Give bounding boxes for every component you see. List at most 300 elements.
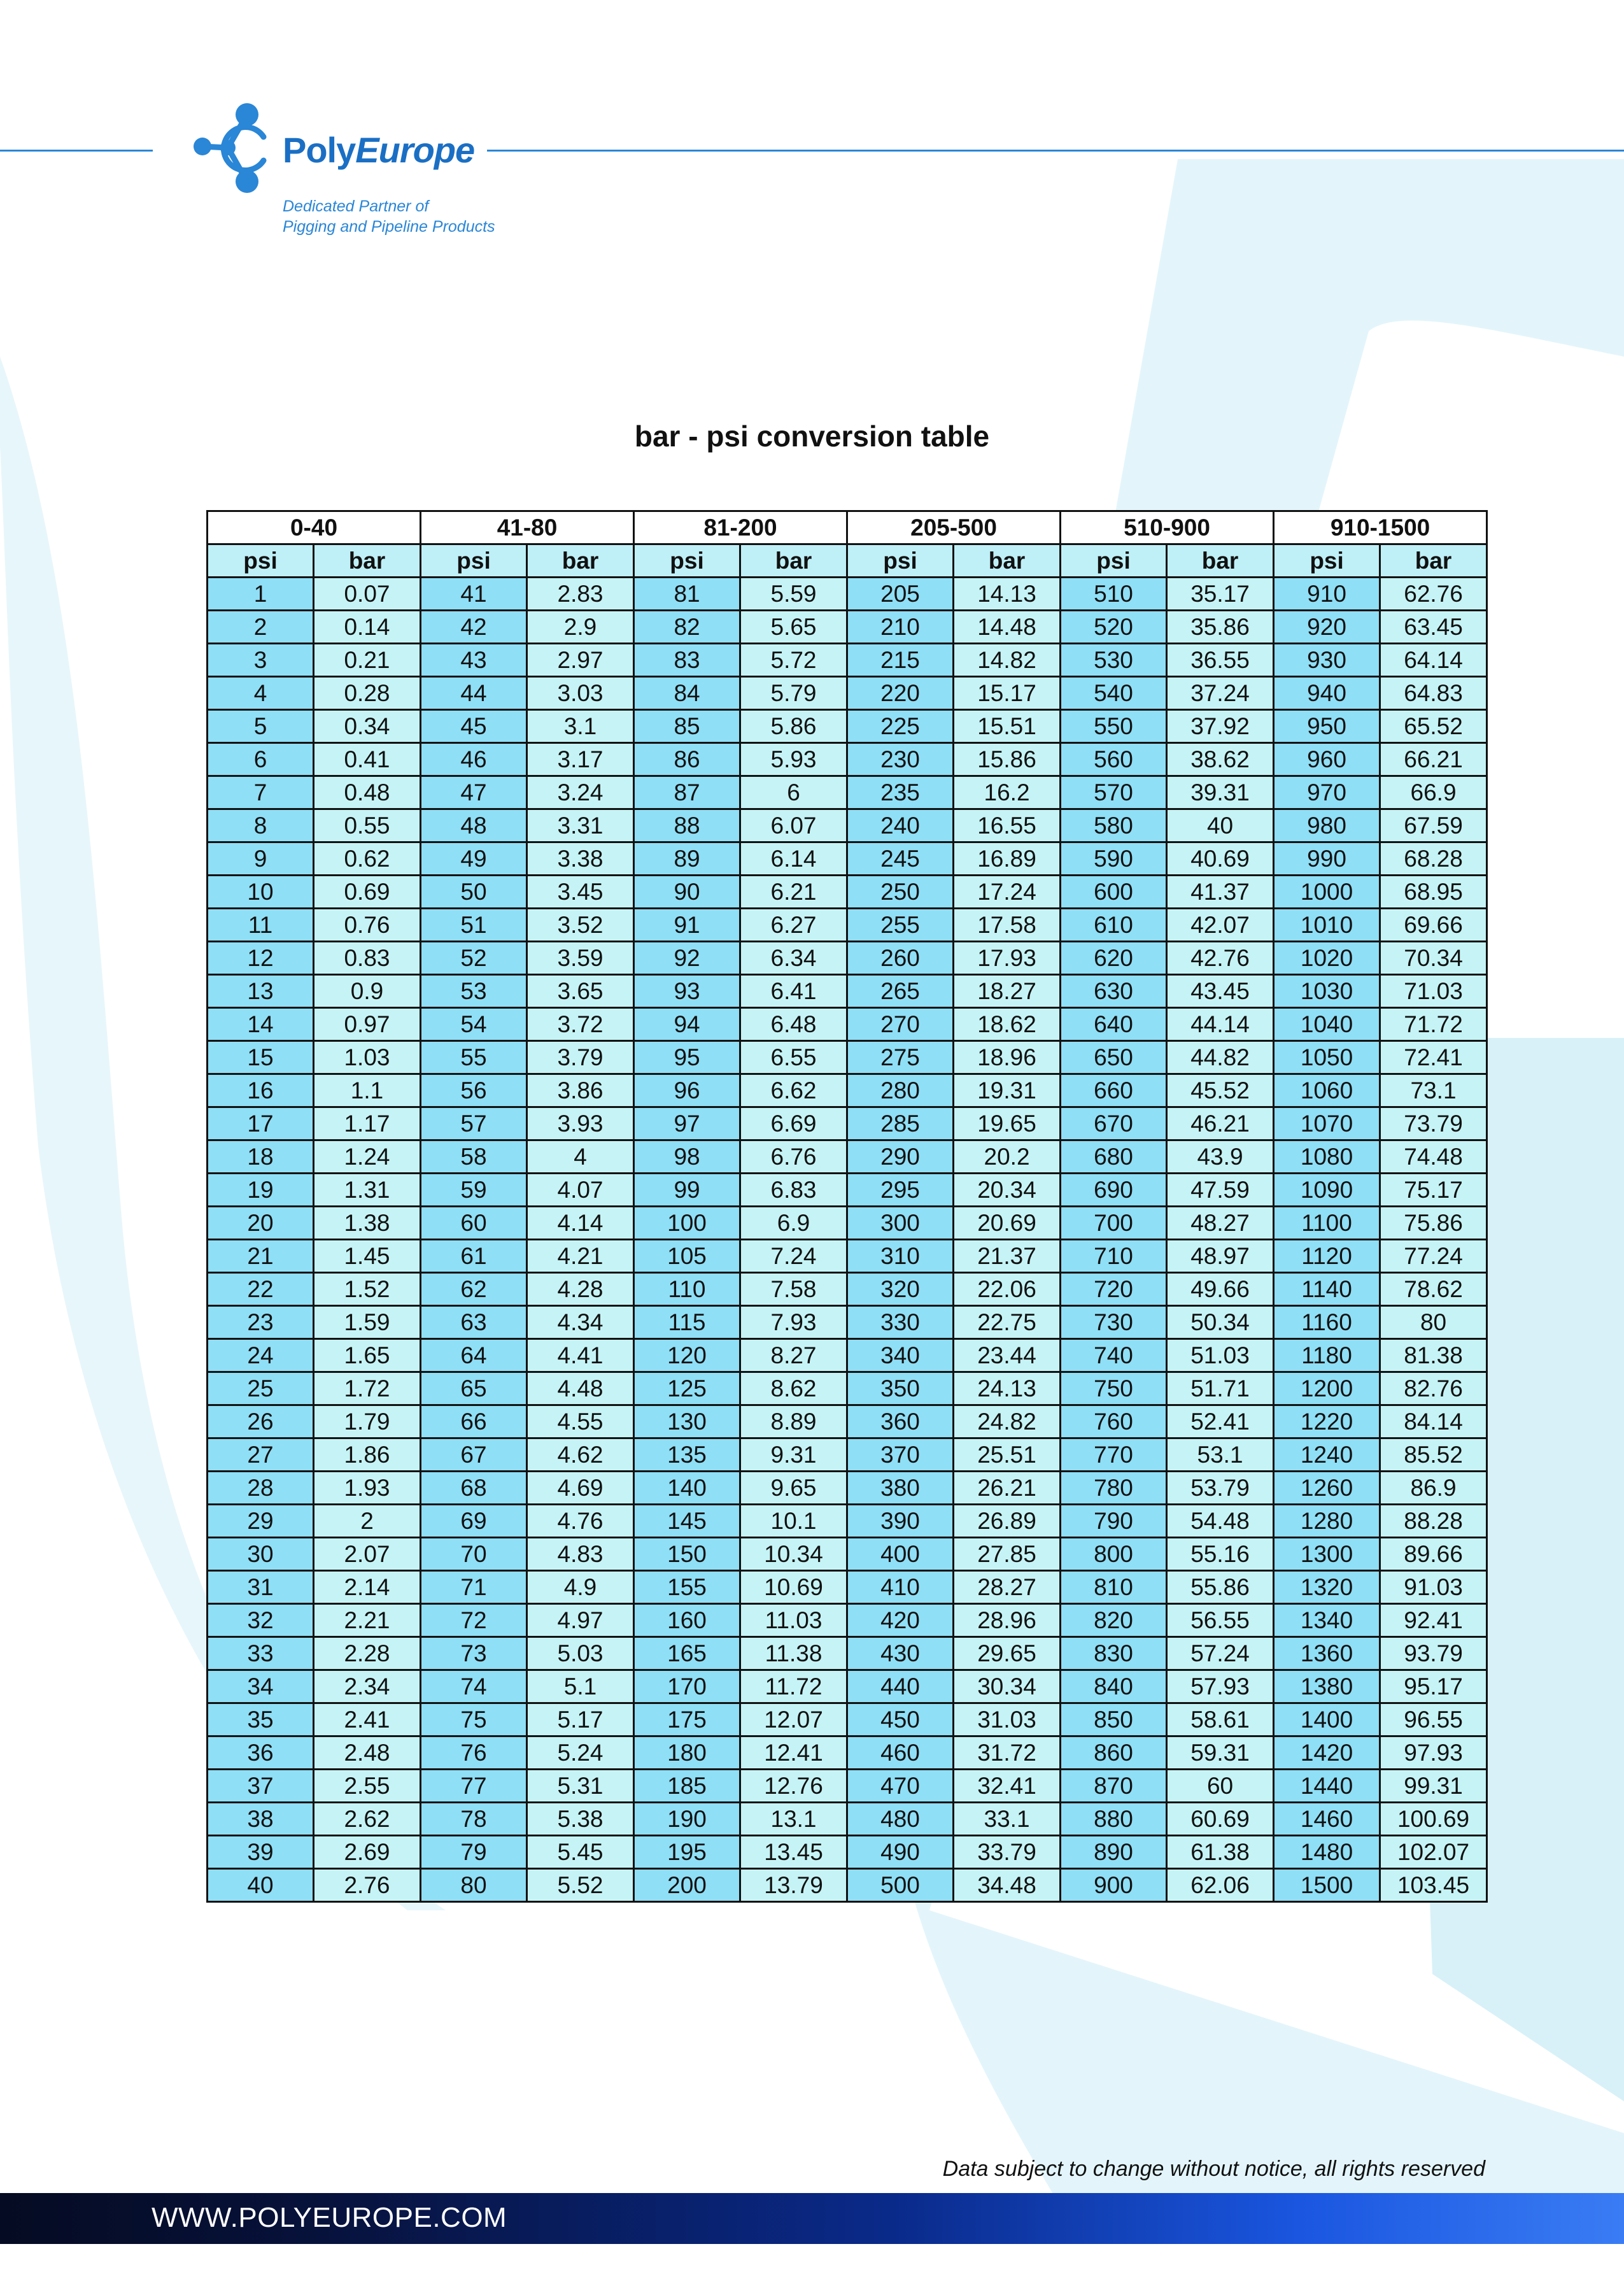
units-header-row: [208, 544, 1487, 578]
psi-cell: 67: [421, 1438, 527, 1472]
psi-cell: 440: [847, 1670, 954, 1703]
bar-cell: 62.76: [1380, 578, 1487, 611]
psi-cell: 88: [634, 809, 740, 842]
psi-cell: 470: [847, 1770, 954, 1803]
psi-cell: 420: [847, 1604, 954, 1637]
tagline-line-1: Dedicated Partner of: [283, 197, 429, 215]
bar-cell: 5.79: [740, 677, 847, 710]
psi-cell: 930: [1274, 644, 1380, 677]
psi-cell: 10: [208, 876, 314, 909]
bar-cell: 4.69: [527, 1472, 634, 1505]
bar-cell: 5.17: [527, 1703, 634, 1736]
table-row: [208, 1273, 1487, 1306]
psi-cell: 850: [1061, 1703, 1167, 1736]
bar-cell: 14.13: [954, 578, 1061, 611]
bar-cell: 95.17: [1380, 1670, 1487, 1703]
bar-cell: 0.55: [314, 809, 421, 842]
psi-cell: 1420: [1274, 1736, 1380, 1770]
bar-cell: 40.69: [1167, 842, 1274, 876]
bar-cell: 44.82: [1167, 1041, 1274, 1074]
psi-cell: 180: [634, 1736, 740, 1770]
psi-cell: 72: [421, 1604, 527, 1637]
bar-cell: 1.24: [314, 1140, 421, 1174]
bar-cell: 1.72: [314, 1372, 421, 1405]
psi-cell: 12: [208, 942, 314, 975]
bar-cell: 26.21: [954, 1472, 1061, 1505]
psi-cell: 18: [208, 1140, 314, 1174]
bar-cell: 77.24: [1380, 1240, 1487, 1273]
bar-cell: 68.95: [1380, 876, 1487, 909]
psi-cell: 1: [208, 578, 314, 611]
table-row: [208, 1008, 1487, 1041]
psi-cell: 2: [208, 611, 314, 644]
table-row: [208, 1174, 1487, 1207]
bar-cell: 37.24: [1167, 677, 1274, 710]
bar-cell: 53.1: [1167, 1438, 1274, 1472]
psi-cell: 480: [847, 1803, 954, 1836]
bar-cell: 73.79: [1380, 1107, 1487, 1140]
bar-cell: 4.14: [527, 1207, 634, 1240]
bar-cell: 35.17: [1167, 578, 1274, 611]
psi-cell: 95: [634, 1041, 740, 1074]
psi-cell: 950: [1274, 710, 1380, 743]
psi-cell: 1460: [1274, 1803, 1380, 1836]
psi-cell: 295: [847, 1174, 954, 1207]
psi-cell: 15: [208, 1041, 314, 1074]
brand-logo[interactable]: [188, 102, 474, 197]
bar-cell: 1.52: [314, 1273, 421, 1306]
psi-cell: 1030: [1274, 975, 1380, 1008]
bar-cell: 91.03: [1380, 1571, 1487, 1604]
psi-cell: 34: [208, 1670, 314, 1703]
psi-cell: 215: [847, 644, 954, 677]
psi-cell: 5: [208, 710, 314, 743]
psi-cell: 44: [421, 677, 527, 710]
table-row: [208, 1140, 1487, 1174]
psi-cell: 8: [208, 809, 314, 842]
psi-cell: 26: [208, 1405, 314, 1438]
psi-cell: 1200: [1274, 1372, 1380, 1405]
bar-cell: 15.51: [954, 710, 1061, 743]
bar-cell: 6.27: [740, 909, 847, 942]
bar-cell: 73.1: [1380, 1074, 1487, 1107]
bar-cell: 22.06: [954, 1273, 1061, 1306]
psi-cell: 69: [421, 1505, 527, 1538]
psi-cell: 56: [421, 1074, 527, 1107]
bar-cell: 102.07: [1380, 1836, 1487, 1869]
psi-cell: 63: [421, 1306, 527, 1339]
bar-cell: 92.41: [1380, 1604, 1487, 1637]
bar-cell: 5.24: [527, 1736, 634, 1770]
psi-cell: 9: [208, 842, 314, 876]
psi-cell: 1500: [1274, 1869, 1380, 1902]
table-row: [208, 710, 1487, 743]
psi-cell: 66: [421, 1405, 527, 1438]
bar-cell: 19.31: [954, 1074, 1061, 1107]
psi-cell: 1010: [1274, 909, 1380, 942]
psi-cell: 110: [634, 1273, 740, 1306]
bar-cell: 39.31: [1167, 776, 1274, 809]
bar-cell: 64.14: [1380, 644, 1487, 677]
bar-cell: 20.2: [954, 1140, 1061, 1174]
bar-cell: 86.9: [1380, 1472, 1487, 1505]
bar-cell: 11.03: [740, 1604, 847, 1637]
psi-cell: 370: [847, 1438, 954, 1472]
table-row: [208, 909, 1487, 942]
psi-cell: 79: [421, 1836, 527, 1869]
psi-cell: 86: [634, 743, 740, 776]
bar-cell: 2.83: [527, 578, 634, 611]
psi-cell: 450: [847, 1703, 954, 1736]
bar-cell: 67.59: [1380, 809, 1487, 842]
psi-cell: 19: [208, 1174, 314, 1207]
psi-cell: 1360: [1274, 1637, 1380, 1670]
bar-cell: 6.83: [740, 1174, 847, 1207]
psi-cell: 1060: [1274, 1074, 1380, 1107]
bar-cell: 17.58: [954, 909, 1061, 942]
bar-cell: 88.28: [1380, 1505, 1487, 1538]
bar-cell: 4: [527, 1140, 634, 1174]
psi-cell: 77: [421, 1770, 527, 1803]
bar-cell: 60.69: [1167, 1803, 1274, 1836]
bar-cell: 17.24: [954, 876, 1061, 909]
bar-cell: 58.61: [1167, 1703, 1274, 1736]
psi-cell: 820: [1061, 1604, 1167, 1637]
bar-cell: 36.55: [1167, 644, 1274, 677]
bar-cell: 3.24: [527, 776, 634, 809]
bar-cell: 100.69: [1380, 1803, 1487, 1836]
bar-cell: 1.31: [314, 1174, 421, 1207]
psi-cell: 195: [634, 1836, 740, 1869]
bar-cell: 38.62: [1167, 743, 1274, 776]
bar-cell: 0.41: [314, 743, 421, 776]
psi-cell: 700: [1061, 1207, 1167, 1240]
psi-column-header: psi: [1274, 544, 1380, 578]
psi-cell: 380: [847, 1472, 954, 1505]
bar-cell: 19.65: [954, 1107, 1061, 1140]
brand-name: [283, 129, 474, 171]
psi-cell: 770: [1061, 1438, 1167, 1472]
header-rule-left: [0, 150, 153, 152]
bar-cell: 4.62: [527, 1438, 634, 1472]
bar-cell: 18.27: [954, 975, 1061, 1008]
psi-cell: 530: [1061, 644, 1167, 677]
bar-cell: 21.37: [954, 1240, 1061, 1273]
psi-cell: 97: [634, 1107, 740, 1140]
bar-cell: 55.86: [1167, 1571, 1274, 1604]
psi-cell: 920: [1274, 611, 1380, 644]
bar-cell: 1.79: [314, 1405, 421, 1438]
table-row: [208, 975, 1487, 1008]
bar-cell: 16.55: [954, 809, 1061, 842]
bar-cell: 34.48: [954, 1869, 1061, 1902]
psi-cell: 1300: [1274, 1538, 1380, 1571]
bar-cell: 42.07: [1167, 909, 1274, 942]
bar-cell: 14.82: [954, 644, 1061, 677]
bar-cell: 1.17: [314, 1107, 421, 1140]
disclaimer: Data subject to change without notice, all rights reserved: [942, 2157, 1485, 2181]
psi-column-header: psi: [847, 544, 954, 578]
bar-cell: 35.86: [1167, 611, 1274, 644]
psi-cell: 52: [421, 942, 527, 975]
bar-cell: 68.28: [1380, 842, 1487, 876]
bar-cell: 6.9: [740, 1207, 847, 1240]
bar-cell: 71.03: [1380, 975, 1487, 1008]
psi-cell: 120: [634, 1339, 740, 1372]
bar-cell: 4.76: [527, 1505, 634, 1538]
table-row: [208, 1604, 1487, 1637]
bar-cell: 66.9: [1380, 776, 1487, 809]
bar-cell: 32.41: [954, 1770, 1061, 1803]
psi-cell: 1320: [1274, 1571, 1380, 1604]
psi-cell: 71: [421, 1571, 527, 1604]
bar-cell: 4.97: [527, 1604, 634, 1637]
bar-cell: 2.28: [314, 1637, 421, 1670]
psi-cell: 165: [634, 1637, 740, 1670]
psi-cell: 460: [847, 1736, 954, 1770]
psi-cell: 970: [1274, 776, 1380, 809]
bar-cell: 84.14: [1380, 1405, 1487, 1438]
bar-cell: 53.79: [1167, 1472, 1274, 1505]
psi-cell: 600: [1061, 876, 1167, 909]
bar-cell: 80: [1380, 1306, 1487, 1339]
bar-cell: 6.21: [740, 876, 847, 909]
bar-cell: 40: [1167, 809, 1274, 842]
bar-cell: 3.59: [527, 942, 634, 975]
bar-cell: 9.65: [740, 1472, 847, 1505]
range-header-row: [208, 511, 1487, 544]
psi-cell: 74: [421, 1670, 527, 1703]
bar-cell: 2.41: [314, 1703, 421, 1736]
bar-cell: 51.71: [1167, 1372, 1274, 1405]
psi-cell: 48: [421, 809, 527, 842]
bar-cell: 65.52: [1380, 710, 1487, 743]
psi-cell: 1260: [1274, 1472, 1380, 1505]
psi-cell: 620: [1061, 942, 1167, 975]
psi-cell: 880: [1061, 1803, 1167, 1836]
psi-cell: 1180: [1274, 1339, 1380, 1372]
bar-cell: 1.03: [314, 1041, 421, 1074]
bar-cell: 2.9: [527, 611, 634, 644]
bar-cell: 3.17: [527, 743, 634, 776]
psi-cell: 50: [421, 876, 527, 909]
bar-cell: 62.06: [1167, 1869, 1274, 1902]
bar-cell: 9.31: [740, 1438, 847, 1472]
psi-cell: 32: [208, 1604, 314, 1637]
range-header: 510-900: [1061, 511, 1274, 544]
bar-cell: 0.62: [314, 842, 421, 876]
bar-cell: 13.79: [740, 1869, 847, 1902]
table-row: [208, 1207, 1487, 1240]
psi-cell: 175: [634, 1703, 740, 1736]
bar-cell: 23.44: [954, 1339, 1061, 1372]
bar-cell: 24.13: [954, 1372, 1061, 1405]
bar-cell: 0.9: [314, 975, 421, 1008]
psi-cell: 570: [1061, 776, 1167, 809]
psi-cell: 990: [1274, 842, 1380, 876]
bar-cell: 1.65: [314, 1339, 421, 1372]
psi-cell: 720: [1061, 1273, 1167, 1306]
bar-cell: 54.48: [1167, 1505, 1274, 1538]
bar-cell: 0.28: [314, 677, 421, 710]
bar-cell: 1.86: [314, 1438, 421, 1472]
bar-cell: 0.97: [314, 1008, 421, 1041]
psi-cell: 300: [847, 1207, 954, 1240]
psi-cell: 810: [1061, 1571, 1167, 1604]
psi-cell: 51: [421, 909, 527, 942]
range-header: 81-200: [634, 511, 847, 544]
bar-cell: 29.65: [954, 1637, 1061, 1670]
bar-cell: 8.27: [740, 1339, 847, 1372]
psi-cell: 135: [634, 1438, 740, 1472]
bar-cell: 0.21: [314, 644, 421, 677]
bar-cell: 4.21: [527, 1240, 634, 1273]
bar-cell: 10.34: [740, 1538, 847, 1571]
bar-cell: 63.45: [1380, 611, 1487, 644]
psi-cell: 185: [634, 1770, 740, 1803]
table-row: [208, 1703, 1487, 1736]
psi-cell: 59: [421, 1174, 527, 1207]
bar-cell: 2.21: [314, 1604, 421, 1637]
bar-cell: 18.62: [954, 1008, 1061, 1041]
bar-cell: 2.97: [527, 644, 634, 677]
bar-cell: 45.52: [1167, 1074, 1274, 1107]
bar-cell: 11.38: [740, 1637, 847, 1670]
bar-cell: 2.48: [314, 1736, 421, 1770]
bar-cell: 33.79: [954, 1836, 1061, 1869]
psi-cell: 82: [634, 611, 740, 644]
psi-cell: 1020: [1274, 942, 1380, 975]
psi-cell: 1000: [1274, 876, 1380, 909]
psi-cell: 20: [208, 1207, 314, 1240]
bar-cell: 4.34: [527, 1306, 634, 1339]
psi-cell: 78: [421, 1803, 527, 1836]
psi-column-header: psi: [1061, 544, 1167, 578]
website-link[interactable]: WWW.POLYEUROPE.COM: [152, 2202, 507, 2233]
page-title: bar - psi conversion table: [634, 420, 990, 453]
psi-cell: 430: [847, 1637, 954, 1670]
bar-cell: 78.62: [1380, 1273, 1487, 1306]
psi-cell: 730: [1061, 1306, 1167, 1339]
psi-cell: 16: [208, 1074, 314, 1107]
psi-cell: 62: [421, 1273, 527, 1306]
bar-cell: 2.62: [314, 1803, 421, 1836]
bar-cell: 13.45: [740, 1836, 847, 1869]
table-row: [208, 1836, 1487, 1869]
psi-cell: 64: [421, 1339, 527, 1372]
psi-cell: 38: [208, 1803, 314, 1836]
psi-cell: 1440: [1274, 1770, 1380, 1803]
psi-cell: 31: [208, 1571, 314, 1604]
psi-cell: 630: [1061, 975, 1167, 1008]
psi-cell: 68: [421, 1472, 527, 1505]
psi-cell: 870: [1061, 1770, 1167, 1803]
bar-cell: 43.45: [1167, 975, 1274, 1008]
psi-cell: 170: [634, 1670, 740, 1703]
bar-cell: 0.07: [314, 578, 421, 611]
psi-cell: 22: [208, 1273, 314, 1306]
psi-cell: 23: [208, 1306, 314, 1339]
bar-cell: 2: [314, 1505, 421, 1538]
psi-cell: 1070: [1274, 1107, 1380, 1140]
bar-cell: 3.52: [527, 909, 634, 942]
psi-cell: 550: [1061, 710, 1167, 743]
table-row: [208, 1240, 1487, 1273]
psi-cell: 70: [421, 1538, 527, 1571]
psi-cell: 105: [634, 1240, 740, 1273]
psi-cell: 1240: [1274, 1438, 1380, 1472]
bar-cell: 24.82: [954, 1405, 1061, 1438]
table-row: [208, 578, 1487, 611]
bar-cell: 56.55: [1167, 1604, 1274, 1637]
brand-tagline: [283, 196, 495, 237]
bar-cell: 81.38: [1380, 1339, 1487, 1372]
table-row: [208, 776, 1487, 809]
psi-cell: 650: [1061, 1041, 1167, 1074]
psi-cell: 13: [208, 975, 314, 1008]
psi-cell: 84: [634, 677, 740, 710]
psi-cell: 47: [421, 776, 527, 809]
psi-cell: 45: [421, 710, 527, 743]
psi-cell: 1100: [1274, 1207, 1380, 1240]
psi-cell: 73: [421, 1637, 527, 1670]
psi-cell: 61: [421, 1240, 527, 1273]
psi-cell: 270: [847, 1008, 954, 1041]
bar-cell: 61.38: [1167, 1836, 1274, 1869]
psi-cell: 250: [847, 876, 954, 909]
psi-cell: 49: [421, 842, 527, 876]
bar-cell: 1.1: [314, 1074, 421, 1107]
bar-cell: 99.31: [1380, 1770, 1487, 1803]
bar-cell: 5.65: [740, 611, 847, 644]
bar-cell: 13.1: [740, 1803, 847, 1836]
psi-cell: 410: [847, 1571, 954, 1604]
table-row: [208, 1339, 1487, 1372]
bar-cell: 3.86: [527, 1074, 634, 1107]
table-row: [208, 644, 1487, 677]
bar-cell: 64.83: [1380, 677, 1487, 710]
bar-cell: 31.72: [954, 1736, 1061, 1770]
bar-cell: 3.65: [527, 975, 634, 1008]
psi-cell: 245: [847, 842, 954, 876]
bar-cell: 8.62: [740, 1372, 847, 1405]
bar-cell: 51.03: [1167, 1339, 1274, 1372]
bar-cell: 12.07: [740, 1703, 847, 1736]
bar-cell: 20.34: [954, 1174, 1061, 1207]
bar-column-header: bar: [314, 544, 421, 578]
bar-cell: 44.14: [1167, 1008, 1274, 1041]
psi-cell: 17: [208, 1107, 314, 1140]
bar-cell: 16.89: [954, 842, 1061, 876]
bar-cell: 10.69: [740, 1571, 847, 1604]
bar-cell: 5.59: [740, 578, 847, 611]
psi-cell: 87: [634, 776, 740, 809]
psi-cell: 92: [634, 942, 740, 975]
psi-cell: 790: [1061, 1505, 1167, 1538]
range-header: 205-500: [847, 511, 1061, 544]
psi-cell: 265: [847, 975, 954, 1008]
psi-cell: 900: [1061, 1869, 1167, 1902]
psi-cell: 240: [847, 809, 954, 842]
psi-cell: 400: [847, 1538, 954, 1571]
psi-cell: 76: [421, 1736, 527, 1770]
bar-cell: 43.9: [1167, 1140, 1274, 1174]
table-row: [208, 1869, 1487, 1902]
psi-cell: 340: [847, 1339, 954, 1372]
bar-cell: 3.1: [527, 710, 634, 743]
bar-cell: 6.48: [740, 1008, 847, 1041]
psi-cell: 500: [847, 1869, 954, 1902]
